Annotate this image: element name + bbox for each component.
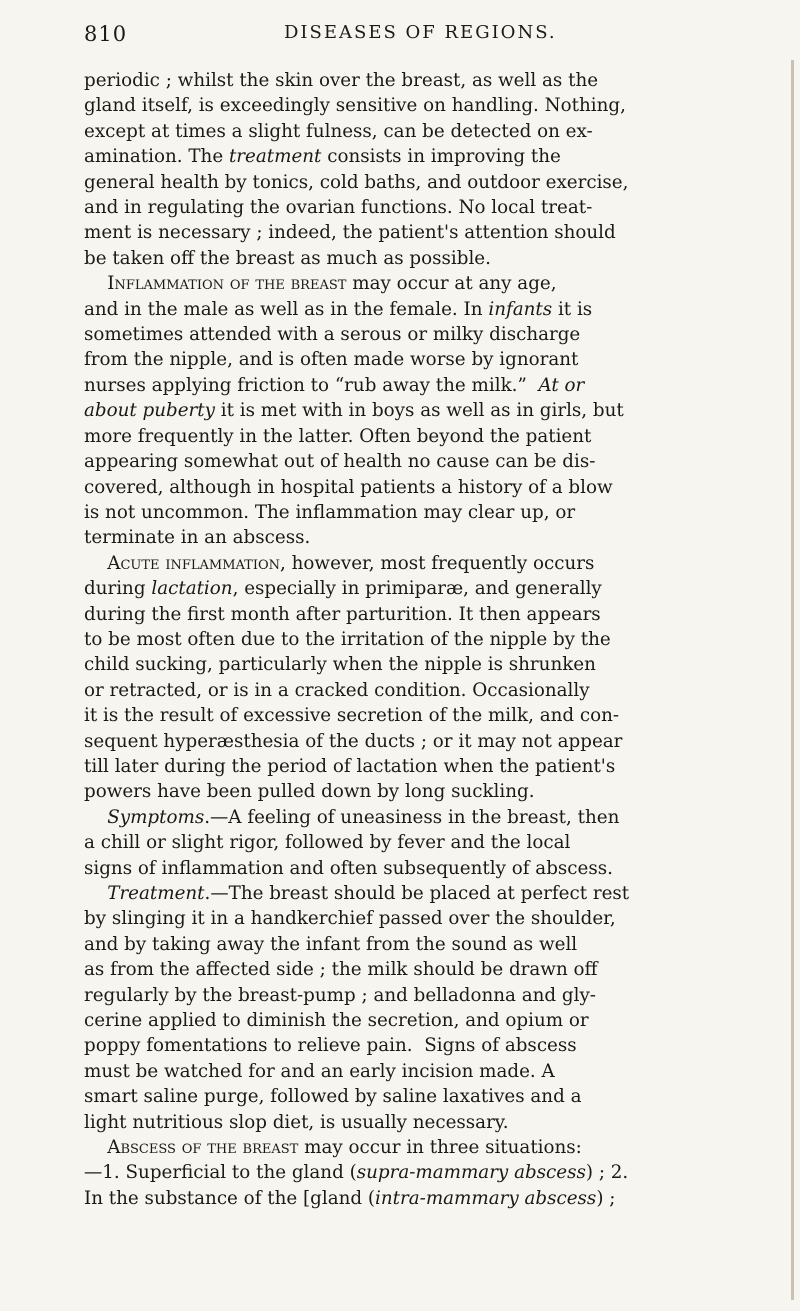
text-line bbox=[84, 1008, 752, 1033]
text-line bbox=[84, 805, 752, 830]
text-run: In the substance of the [gland ( bbox=[84, 1187, 376, 1209]
text-run: as from the affected side ; the milk should be drawn off bbox=[84, 959, 598, 981]
text-line bbox=[84, 93, 752, 118]
text-line bbox=[84, 1084, 752, 1109]
text-line bbox=[84, 754, 752, 779]
text-line bbox=[84, 1186, 752, 1211]
text-run: sometimes attended with a serous or milky discharge bbox=[84, 324, 581, 346]
italic-run: lactation bbox=[151, 578, 233, 600]
italic-run: about puberty bbox=[84, 400, 215, 422]
text-run: signs of inflammation and often subsequently of abscess. bbox=[84, 857, 613, 879]
italic-run: supra-mammary abscess bbox=[356, 1162, 586, 1184]
text-run: periodic ; whilst the skin over the breast, as well as the bbox=[84, 70, 599, 91]
text-line bbox=[84, 1110, 752, 1135]
text-run: child sucking, particularly when the nipple is shrunken bbox=[84, 654, 596, 676]
text-line bbox=[84, 500, 752, 525]
text-run: a chill or slight rigor, followed by fever and the local bbox=[84, 832, 571, 854]
text-line bbox=[84, 144, 752, 169]
italic-run: treatment bbox=[228, 146, 322, 168]
text-line bbox=[84, 119, 752, 144]
text-line bbox=[84, 957, 752, 982]
text-run: —1. Superficial to the gland ( bbox=[84, 1162, 357, 1184]
text-run: , however, most frequently occurs bbox=[280, 552, 595, 574]
small-caps-heading: Acute inflammation bbox=[107, 552, 281, 574]
text-run: during bbox=[84, 578, 152, 600]
text-run: ment is necessary ; indeed, the patient's attention should bbox=[84, 222, 616, 244]
text-line bbox=[84, 271, 752, 296]
text-line bbox=[84, 729, 752, 754]
text-line bbox=[84, 170, 752, 195]
italic-run: At or bbox=[538, 374, 585, 396]
small-caps-heading: Inflammation of the breast bbox=[107, 273, 347, 295]
text-line bbox=[84, 475, 752, 500]
text-line bbox=[84, 347, 752, 372]
text-line bbox=[84, 856, 752, 881]
text-run: it is met with in boys as well as in girls, but bbox=[214, 400, 624, 422]
text-run: sequent hyperæsthesia of the ducts ; or it may not appear bbox=[84, 730, 623, 752]
italic-run: Treatment bbox=[107, 883, 205, 904]
italic-run: intra-mammary abscess bbox=[375, 1187, 597, 1209]
text-run: cerine applied to diminish the secretion, and opium or bbox=[84, 1010, 589, 1032]
text-run: by slinging it in a handkerchief passed over the shoulder, bbox=[84, 908, 616, 930]
text-line bbox=[84, 449, 752, 474]
text-line bbox=[84, 398, 752, 423]
text-line bbox=[84, 322, 752, 347]
text-line bbox=[84, 1160, 752, 1185]
italic-run: Symptoms bbox=[107, 806, 205, 828]
text-run: ) ; 2. bbox=[585, 1162, 629, 1184]
text-line bbox=[84, 703, 752, 728]
text-run: powers have been pulled down by long suckling. bbox=[84, 781, 535, 803]
text-run bbox=[84, 273, 107, 294]
italic-run: infants bbox=[488, 298, 553, 320]
text-line bbox=[84, 551, 752, 576]
page-number: 810 bbox=[84, 22, 128, 46]
text-run: nurses applying friction to “rub away the milk.” bbox=[84, 374, 539, 396]
text-run: may occur at any age, bbox=[346, 273, 557, 295]
text-line bbox=[84, 678, 752, 703]
text-run: or retracted, or is in a cracked condition. Occasionally bbox=[84, 679, 590, 701]
text-run: may occur in three situations: bbox=[298, 1137, 582, 1159]
text-run: appearing somewhat out of health no cause can be dis- bbox=[84, 451, 596, 473]
text-run: except at times a slight fulness, can be detected on ex- bbox=[84, 120, 593, 142]
text-line bbox=[84, 297, 752, 322]
text-line bbox=[84, 1033, 752, 1058]
text-line bbox=[84, 68, 752, 93]
text-run: be taken off the breast as much as possible. bbox=[84, 247, 491, 269]
text-run: amination. The bbox=[84, 146, 229, 168]
text-line bbox=[84, 881, 752, 906]
text-line bbox=[84, 983, 752, 1008]
text-run bbox=[84, 807, 107, 828]
page-header bbox=[84, 22, 739, 52]
text-line bbox=[84, 602, 752, 627]
text-line bbox=[84, 424, 752, 449]
text-run: it is the result of excessive secretion of the milk, and con- bbox=[84, 705, 620, 727]
text-line bbox=[84, 830, 752, 855]
page-edge bbox=[791, 60, 794, 1300]
text-run: .—The breast should be placed at perfect rest bbox=[204, 883, 630, 904]
text-line bbox=[84, 576, 752, 601]
text-run: and in the male as well as in the female. In bbox=[84, 298, 489, 320]
text-run: more frequently in the latter. Often beyond the patient bbox=[84, 425, 592, 447]
text-run: and in regulating the ovarian functions. No local treat- bbox=[84, 197, 593, 219]
text-line bbox=[84, 1135, 752, 1160]
text-line bbox=[84, 906, 752, 931]
text-line bbox=[84, 246, 752, 271]
text-run bbox=[84, 1137, 107, 1158]
text-run: to be most often due to the irritation of the nipple by the bbox=[84, 628, 611, 650]
text-run: must be watched for and an early incision made. A bbox=[84, 1060, 555, 1082]
text-run: , especially in primiparæ, and generally bbox=[232, 578, 602, 600]
text-run: from the nipple, and is often made worse by ignorant bbox=[84, 349, 579, 371]
text-line bbox=[84, 932, 752, 957]
text-run: covered, although in hospital patients a history of a blow bbox=[84, 476, 613, 498]
text-line bbox=[84, 1059, 752, 1084]
text-run: it is bbox=[552, 298, 593, 320]
running-head: DISEASES OF REGIONS. bbox=[284, 22, 557, 43]
small-caps-heading: Abscess of the breast bbox=[107, 1137, 299, 1159]
text-run: is not uncommon. The inflammation may clear up, or bbox=[84, 501, 576, 523]
body-text bbox=[84, 68, 752, 1211]
text-run: during the first month after parturition. It then appears bbox=[84, 603, 601, 625]
text-run bbox=[84, 553, 107, 574]
text-run: regularly by the breast-pump ; and belladonna and gly- bbox=[84, 984, 596, 1006]
text-run: consists in improving the bbox=[321, 146, 561, 168]
text-run: ) ; bbox=[596, 1187, 616, 1209]
text-run: till later during the period of lactation when the patient's bbox=[84, 755, 616, 777]
text-run: .—A feeling of uneasiness in the breast, then bbox=[204, 806, 620, 828]
text-run: light nutritious slop diet, is usually necessary. bbox=[84, 1111, 509, 1133]
text-line bbox=[84, 627, 752, 652]
text-run: and by taking away the infant from the sound as well bbox=[84, 933, 578, 955]
text-line bbox=[84, 373, 752, 398]
text-run: gland itself, is exceedingly sensitive on handling. Nothing, bbox=[84, 95, 626, 117]
text-run bbox=[84, 883, 107, 904]
text-run: general health by tonics, cold baths, and outdoor exercise, bbox=[84, 171, 629, 193]
text-line bbox=[84, 652, 752, 677]
text-line bbox=[84, 525, 752, 550]
text-line bbox=[84, 195, 752, 220]
text-run: terminate in an abscess. bbox=[84, 527, 311, 549]
text-line bbox=[84, 220, 752, 245]
text-run: poppy fomentations to relieve pain. Signs of abscess bbox=[84, 1035, 577, 1057]
text-line bbox=[84, 779, 752, 804]
text-run: smart saline purge, followed by saline laxatives and a bbox=[84, 1086, 582, 1108]
